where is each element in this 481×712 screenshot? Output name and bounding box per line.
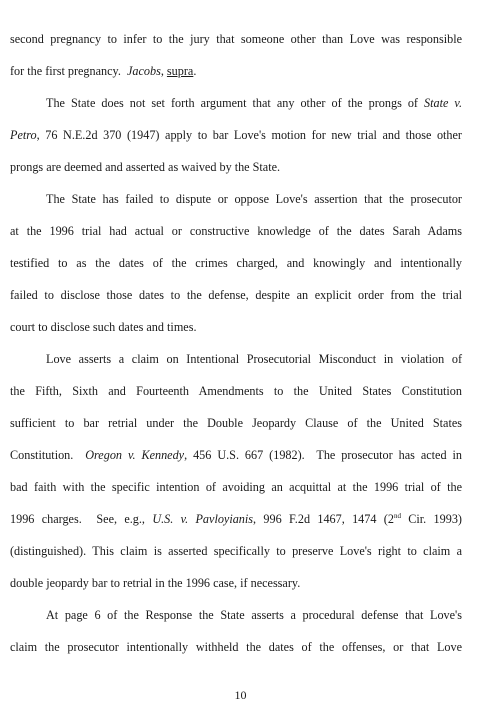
case-citation: U.S. v. Pavloyianis [152,512,254,526]
text-line [10,63,462,79]
text-line: prongs are deemed and asserted as waived by the State. [10,160,281,174]
case-citation: State v. [424,96,462,110]
text-line: claim the prosecutor intentionally withheld the dates of the offenses, or that Love [10,640,462,654]
text-segment: . [193,64,197,78]
text-segment: , [160,64,167,78]
text-line: the Fifth, Sixth and Fourteenth Amendments to the United States Constitution [10,384,462,398]
text-line: court to disclose such dates and times. [10,320,197,334]
text-line: at the 1996 trial had actual or constructive knowledge of the dates Sarah Adams [10,224,462,238]
case-citation: Petro [10,128,37,142]
citation-reference: supra [166,64,194,78]
text-line: bad faith with the specific intention of avoiding an acquittal at the 1996 trial of the [10,480,462,494]
text-segment: , 996 F.2d 1467, 1474 (2 [253,512,394,526]
case-citation: Jacobs [126,64,161,78]
text-line: failed to disclose those dates to the defense, despite an explicit order from the trial [10,288,462,302]
text-segment: , 76 N.E.2d 370 (1947) apply to bar Love's motion for new trial and those other [36,128,462,142]
page-number: 10 [234,688,247,702]
text-segment: 1996 charges. See, e.g., [10,512,153,526]
text-line: testified to as the dates of the crimes charged, and knowingly and intentionally [10,256,462,270]
case-citation: Oregon v. Kennedy [85,448,185,462]
text-line [10,511,462,527]
text-line [46,95,462,111]
text-line [10,447,462,463]
text-line: The State has failed to dispute or oppose Love's assertion that the prosecutor [46,192,462,206]
text-line: sufficient to bar retrial under the Double Jeopardy Clause of the United States [10,416,462,430]
text-line [10,127,462,143]
text-line: second pregnancy to infer to the jury that someone other than Love was responsible [10,32,462,46]
text-line: Love asserts a claim on Intentional Prosecutorial Misconduct in violation of [46,352,462,366]
text-line: (distinguished). This claim is asserted specifically to preserve Love's right to claim a [10,544,462,558]
text-segment: Cir. 1993) [400,512,462,526]
text-segment: The State does not set forth argument that any other of the prongs of [46,96,425,110]
text-segment: , 456 U.S. 667 (1982). The prosecutor has acted in [184,448,462,462]
text-line: double jeopardy bar to retrial in the 1996 case, if necessary. [10,576,301,590]
text-segment: Constitution. [10,448,86,462]
text-segment: for the first pregnancy. [10,64,127,78]
ordinal-suffix: nd [393,512,401,520]
text-line: At page 6 of the Response the State asserts a procedural defense that Love's [46,608,462,622]
